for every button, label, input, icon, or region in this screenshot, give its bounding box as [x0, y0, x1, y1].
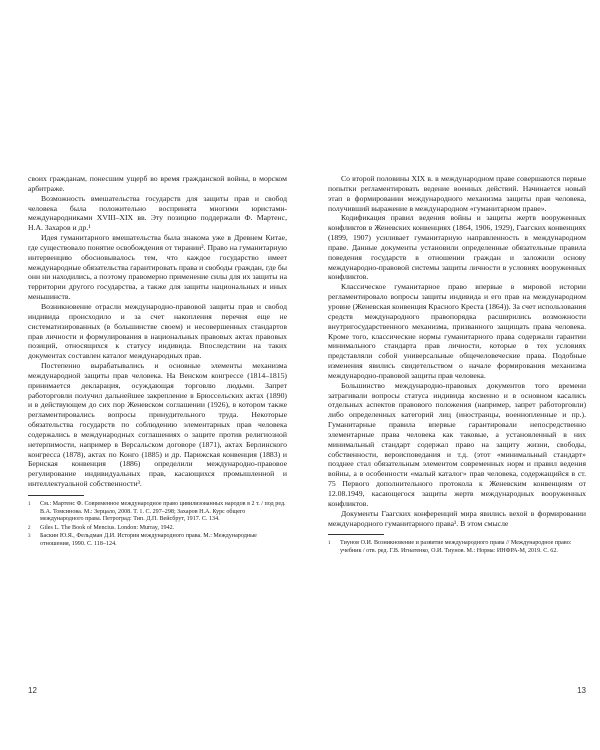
- right-page: [300, 0, 600, 750]
- left-body: [28, 174, 287, 489]
- body-paragraph: Идея гуманитарного вмешательства была знакома уже в Древнем Китае, где существовало понятие освобождения от тирании². Право на гуманитарную интервенцию обосновывалось тем, что каждое государство имеет международные обязательства гарантировать права и свободы граждан, где бы они ни находились, а поэтому правомерно применение силы для их защиты на территории другого государства, а также для защиты национальных и иных меньшинств.: [28, 233, 287, 302]
- right-body: [328, 174, 586, 528]
- footnote: [28, 525, 287, 533]
- footnote-number: 3: [28, 534, 31, 540]
- right-footnotes: [328, 540, 586, 555]
- body-paragraph: Со второй половины XIX в. в международном праве совершаются первые попытки регламентировать ведение военных действий. Начинается новый этап в формировании международного механизма защиты прав человека, получивший выражение в международном «гуманитарном праве».: [328, 174, 586, 213]
- body-paragraph: Возникновение отрасли международно-правовой защиты прав и свобод индивида происходило и за счет накопления перечня еще не систематизированных (в большинстве своем) и несовершенных стандартов прав личности и формулирования в национальных правовых актах правовых позиций, относящихся к статусу индивида. Впоследствии на таких документах составлен каталог международных прав.: [28, 301, 287, 361]
- body-paragraph: Классическое гуманитарное право впервые в мировой истории регламентировало вопросы защиты индивида и его прав на международном уровне (Женевская конвенция Красного Креста (1864)). За счет использования средств международного правопорядка расширились возможности внутригосударственного механизма, призванного защищать права человека. Кроме того, классические нормы гуманитарного права содержали гарантии минимального стандарта прав личности, которые в тех условиях представляли собой универсальные общечеловеческие права. Подобные изменения явились свидетельством о начале формирования механизма международно-правовой защиты прав человека.: [328, 282, 586, 380]
- body-paragraph: Постепенно вырабатывались и основные элементы механизма международной защиты прав человека. На Венском конгрессе (1814–1815) принимается декларация, осуждающая торговлю людьми. Запрет работорговли получил дальнейшее закрепление в Брюссельских актах (1890) и в действующем до сих пор Женевском соглашении (1926), в котором также регламентировались вопросы принудительного труда. Некоторые обязательства государств по соблюдению элементарных прав человека содержались в международных соглашениях о защите против религиозной нетерпимости, например в Версальском договоре (1871), актах Берлинского конгресса (1878), актах по Конго (1885) и др. Парижская конвенция (1883) и Бернская конвенция (1886) определили международно-правовое регулирование индивидуальных прав, касающихся промышленной и интеллектуальной собственности³.: [28, 361, 287, 489]
- footnote-number: 2: [28, 525, 31, 531]
- footnote-number: 1: [28, 502, 31, 507]
- page-number: 12: [28, 686, 37, 695]
- page-number: 13: [577, 686, 586, 695]
- body-paragraph: Большинство международно-правовых документов того времени затрагивали вопросы статуса индивида косвенно и в основном касались отдельных аспектов правового положения (например, запрет работорговли) либо определенных категорий лиц (иностранцы, военнопленные и пр.). Гуманитарные правила впервые гарантировали непосредственно элементарные права человека как таковые, а установленный в них минимальный стандарт содержал право на защиту жизни, свободы, собственности, вероисповедания и т.д. (этот «минимальный стандарт» позднее стал обязательным элементом современных норм и правил ведения войны, а в особенности «малый каталог» прав человека, содержащийся в ст. 75 Первого дополнительного протокола к Женевским конвенциям от 12.08.1949, касающегося защиты жертв международных вооруженных конфликтов.: [328, 380, 586, 508]
- footnote-number: 1: [328, 541, 331, 547]
- body-paragraph: Возможность вмешательства государств для защиты прав и свобод человека была положительно воспринята многими юристами-международниками XVIII–XIX вв. Эту позицию поддержали Ф. Мартенс, Н.А. Захаров и др.¹: [28, 193, 287, 233]
- footnote-divider: [328, 534, 384, 535]
- right-page-column: [328, 174, 586, 557]
- footnote: [28, 501, 287, 524]
- footnote: [328, 540, 586, 555]
- footnote-divider: [28, 495, 84, 496]
- footnote-text: Тиунов О.И. Возникновение и развитие международного права // Международное право: учебник / отв. ред. Г.В. Игнатенко, О.И. Тиунов. М.: Норма: ИНФРА-М, 2019. С. 62.: [340, 540, 572, 554]
- left-footnotes: [28, 501, 287, 549]
- body-paragraph: Документы Гаагских конференций мира явились вехой в формировании международного гуманитарного права¹. В этом смысле: [328, 508, 586, 528]
- footnote-text: См.: Мартенс Ф. Современное международное право цивилизованных народов в 2 т. / под ред. В.А. Томсинова. М.: Зерцало, 2008. Т. 1. С. 297–298; Захаров Н.А. Курс общего международного права. Петроград: Тип. Д.П. Вейсбрут, 1917. С. 134.: [40, 501, 286, 523]
- left-page-column: [28, 174, 287, 550]
- body-paragraph: Кодификация правил ведения войны и защиты жертв вооруженных конфликтов в Женевских конвенциях (1864, 1906, 1929), Гаагских конвенциях (1899, 1907) усиливает гуманитарную направленность в международном праве. Данные документы установили определенные обязательные правила поведения государств в отношении граждан и заложили основу международно-правовой системы защиты личности в условиях вооруженных конфликтов.: [328, 213, 586, 282]
- body-paragraph: своих гражданам, понесшим ущерб во время гражданской войны, в морском арбитраже.: [28, 174, 287, 193]
- footnote-text: Баскин Ю.Я., Фельдман Д.И. История международного права. М.: Международные отношения, 1990. С. 118–124.: [40, 533, 257, 547]
- footnote: [28, 533, 287, 548]
- footnote-text: Giles L. The Book of Mencius. London: Murray, 1942.: [40, 524, 175, 531]
